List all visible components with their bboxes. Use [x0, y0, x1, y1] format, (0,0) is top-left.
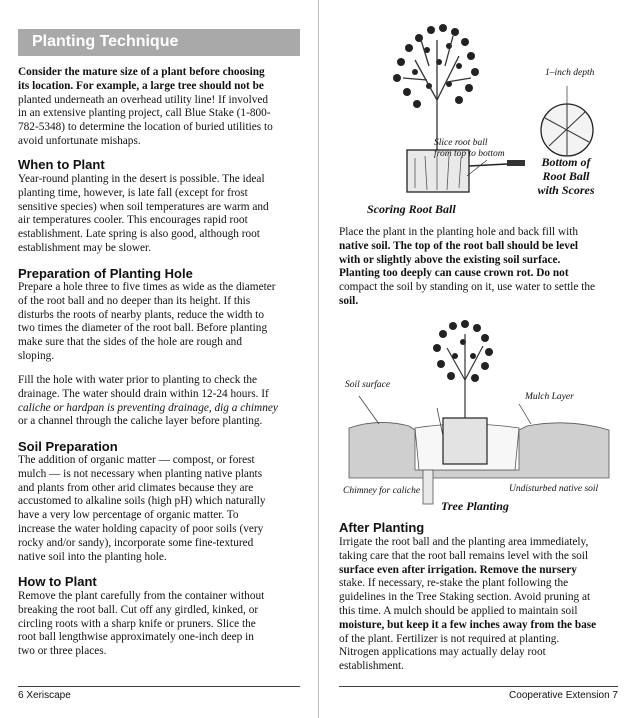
root-ball-icon	[443, 418, 487, 464]
intro-line: its location. For example, a large tree should not be	[18, 79, 264, 92]
paragraph-line: Fill the hole with water prior to planting to check the	[18, 374, 258, 386]
heading-after-planting: After Planting	[339, 520, 425, 535]
caliche-chimney	[423, 470, 433, 504]
paragraph-line: root ball lengthwise approximately one-inch deep in	[18, 631, 254, 644]
leader-line	[467, 160, 487, 176]
label-soil-surface: Soil surface	[345, 380, 391, 390]
paragraph-line: breaking the root ball. Cut off any girdled, kinked, or	[18, 603, 259, 616]
page-footer-right: Cooperative Extension 7	[509, 690, 618, 701]
paragraph-line: disturbs the roots of nearby plants, reduce the width to	[18, 308, 264, 321]
paragraph-line: Place the plant in the planting hole and back fill with	[339, 226, 579, 238]
banner-title: Planting Technique	[32, 33, 179, 50]
paragraph-line: make sure that the sides of the hole are rough and	[18, 336, 242, 349]
heading-soil-preparation: Soil Preparation	[18, 439, 118, 454]
intro-line: Consider the mature size of a plant before choosing	[18, 66, 265, 78]
intro-line: avoid unfortunate mishaps.	[18, 134, 141, 147]
paragraph-line: The addition of organic matter — compost, or forest	[18, 454, 255, 466]
label-mulch-layer: Mulch Layer	[525, 392, 574, 402]
paragraph-line: native soil into the planting hole.	[18, 550, 167, 563]
paragraph-line: sloping.	[18, 349, 55, 362]
label-chimney: Chimney for caliche	[343, 486, 421, 496]
footer-rule	[18, 686, 300, 687]
paragraph-line: native soil. The top of the root ball should be level	[339, 239, 579, 252]
label-line: Bottom of	[541, 155, 591, 169]
paragraph-line: have a very low percentage of organic matter. To	[18, 509, 239, 522]
placement-paragraph	[339, 226, 595, 309]
planting-hole-paragraph	[18, 281, 276, 364]
label-line: Root Ball	[542, 169, 590, 183]
paragraph-line: of the root ball and no deeper than its height. If this	[18, 294, 251, 307]
label-line: with Scores	[537, 183, 595, 197]
paragraph-line: two or three places.	[18, 645, 107, 658]
intro-paragraph	[18, 66, 273, 149]
label-slice-2: from top to bottom	[434, 149, 505, 159]
when-to-plant-paragraph	[18, 173, 269, 256]
paragraph-line: with or slightly above the existing soil surface.	[339, 253, 561, 266]
paragraph-line: establishment. Late spring is also good, although root	[18, 228, 260, 241]
paragraph-line: establishment may be slower.	[18, 241, 152, 254]
drainage-paragraph	[18, 374, 278, 429]
paragraph-line: caliche or hardpan is preventing drainage, dig a chimney	[18, 401, 278, 414]
paragraph-line: increase the water holding capacity of poor soils (very	[18, 522, 264, 535]
paragraph-line: of the plant. Fertilizer is not required at planting.	[339, 632, 560, 645]
section-banner	[18, 29, 300, 56]
tree-planting-figure	[319, 300, 638, 510]
paragraph-line: soil.	[339, 294, 359, 307]
paragraph-line: circling roots with a sharp knife or pruners. Slice the	[18, 617, 256, 630]
paragraph-line: two times the diameter of the root ball. Before planting	[18, 322, 268, 335]
paragraph-line: Planting too deeply can cause crown rot. Do not	[339, 267, 569, 280]
intro-line: planted underneath an overhead utility line! If involved	[18, 93, 269, 106]
intro-line: 782-5348) to determine the location of buried utilities to	[18, 121, 273, 134]
paragraph-line: establishment.	[339, 660, 404, 673]
heading-when-to-plant: When to Plant	[18, 157, 105, 172]
paragraph-line: accustomed to alkaline soils (high pH) which naturally	[18, 495, 266, 508]
paragraph-line: mulch — is not necessary when planting native plants	[18, 467, 263, 480]
paragraph-line: this time. A mulch should be applied to maintain soil	[339, 604, 578, 617]
small-tree-canopy-icon	[433, 320, 493, 382]
paragraph-line: and plants from other arid climates because they are	[18, 481, 254, 494]
paragraph-line: Year-round planting in the desert is possible. The ideal	[18, 173, 265, 185]
tree-branches-icon	[403, 36, 471, 150]
paragraph-line: rocky and/or sandy), incorporate some fine-textured	[18, 536, 254, 549]
how-to-plant-paragraph	[18, 590, 264, 659]
heading-preparation-of-planting-hole: Preparation of Planting Hole	[18, 266, 193, 281]
paragraph-line: surface even after irrigation. Remove the nursery	[339, 563, 577, 576]
heading-how-to-plant: How to Plant	[18, 574, 97, 589]
paragraph-line: or a channel through the caliche layer before planting.	[18, 415, 263, 428]
paragraph-line: Prepare a hole three to five times as wide as the diameter	[18, 281, 276, 293]
intro-line: in an extensive planting project, call Blue Stake (1-800-	[18, 107, 271, 120]
soil-preparation-paragraph	[18, 454, 266, 564]
paragraph-line: compact the soil by standing on it, use water to settle the	[339, 281, 596, 294]
page-footer-left: 6 Xeriscape	[18, 690, 71, 701]
label-depth: 1–inch depth	[545, 68, 595, 78]
label-slice-1: Slice root ball	[434, 138, 488, 148]
knife-handle-icon	[507, 160, 525, 166]
paragraph-line: Nitrogen applications may actually delay root	[339, 646, 546, 659]
knife-icon	[469, 164, 507, 166]
label-undisturbed-soil: Undisturbed native soil	[509, 484, 599, 494]
paragraph-line: stake. If necessary, re-stake the plant following the	[339, 577, 569, 590]
leader-line	[519, 404, 531, 424]
footer-rule	[339, 686, 618, 687]
right-page	[319, 0, 638, 718]
leader-line	[359, 396, 379, 424]
paragraph-line: air temperatures cooler. This encourages rapid root	[18, 214, 248, 227]
paragraph-line: planting time, however, is late fall (except for frost	[18, 186, 248, 199]
paragraph-line: Remove the plant carefully from the container without	[18, 590, 265, 602]
paragraph-line: Irrigate the root ball and the planting area immediately,	[339, 536, 589, 548]
figure1-caption: Scoring Root Ball	[367, 202, 456, 216]
paragraph-line: guidelines in the Tree Staking section. Avoid pruning at	[339, 591, 591, 604]
paragraph-line: moisture, but keep it a few inches away from the base	[339, 618, 597, 631]
tree-canopy-icon	[393, 24, 479, 108]
paragraph-line: drainage. The water should drain within 12-24 hours. If	[18, 387, 269, 400]
paragraph-line: taking care that the root ball remains level with the soil	[339, 549, 589, 562]
figure2-caption: Tree Planting	[441, 499, 509, 513]
label-bottom-of-root-ball	[533, 155, 599, 197]
after-planting-paragraph	[339, 536, 596, 674]
paragraph-line: sensitive species) when soil temperatures are warm and	[18, 200, 269, 213]
